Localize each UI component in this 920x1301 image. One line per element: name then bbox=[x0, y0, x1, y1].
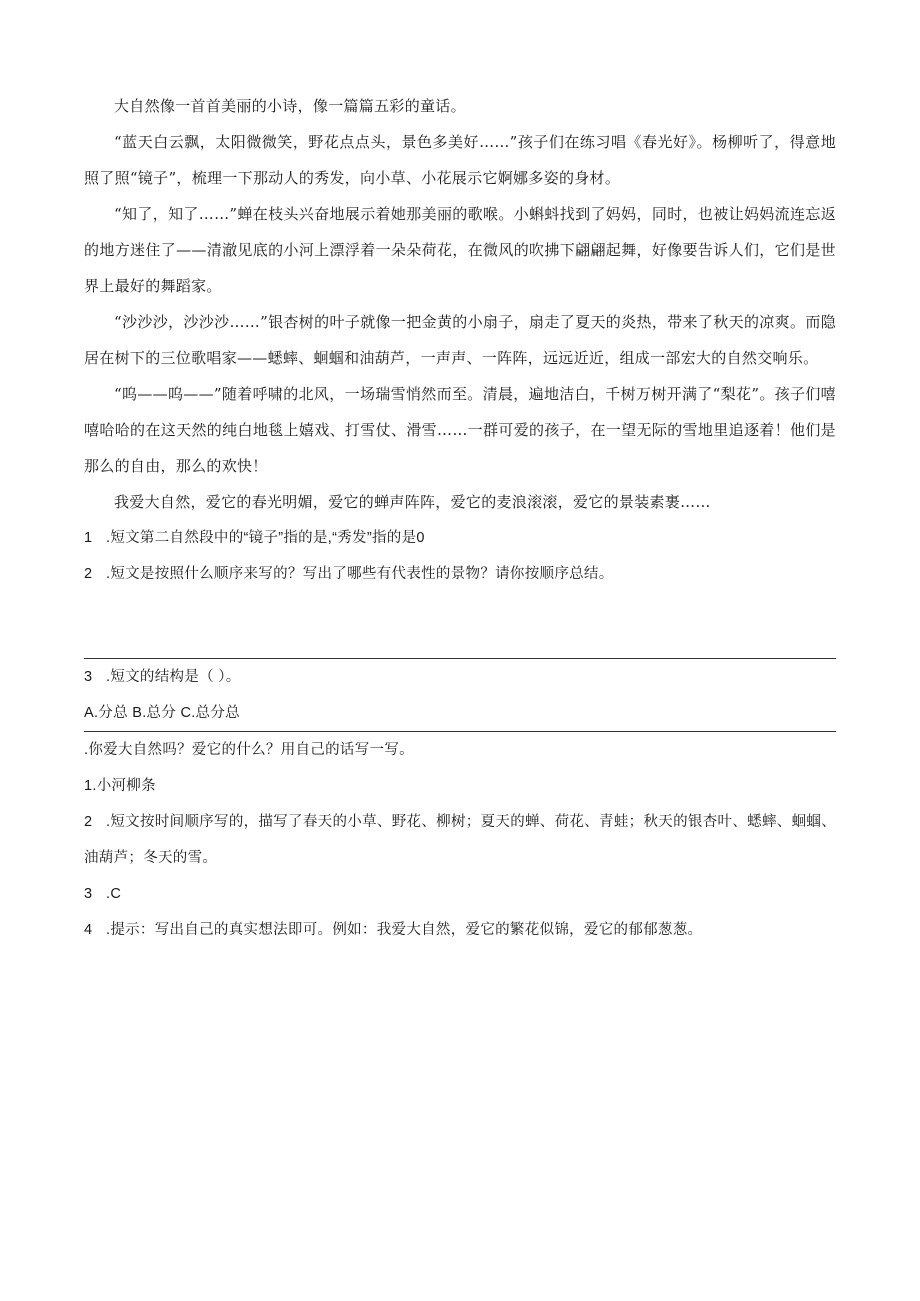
passage-paragraph-2: “蓝天白云飘，太阳微微笑，野花点点头，景色多美好……”孩子们在练习唱《春光好》。杨柳听了，得意地照了照“镜子”，梳理一下那动人的秀发，向小草、小花展示它婀娜多姿的身材。 bbox=[84, 133, 836, 187]
answer-2-number: 2 bbox=[84, 814, 93, 830]
questions-section bbox=[84, 520, 836, 768]
answer-1: 1.小河柳条 bbox=[84, 778, 156, 794]
passage-paragraph-6: 我爱大自然，爱它的春光明媚，爱它的蝉声阵阵，爱它的麦浪滚滚，爱它的景装素裹…… bbox=[114, 493, 711, 511]
passage-paragraph-1: 大自然像一首首美丽的小诗，像一篇篇五彩的童话。 bbox=[114, 97, 466, 115]
reading-passage bbox=[84, 88, 836, 520]
passage-paragraph-4: “沙沙沙，沙沙沙……”银杏树的叶子就像一把金黄的小扇子，扇走了夏天的炎热，带来了秋天的凉爽。而隐居在树下的三位歌唱家——蟋蟀、蛔蝈和油葫芦，一声声、一阵阵，远远近近，组成一部宏大的自然交响乐。 bbox=[84, 313, 836, 367]
document-page bbox=[84, 88, 836, 948]
passage-paragraph-5: “呜——呜——”随着呼啸的北风，一场瑞雪悄然而至。清晨，遍地洁白，千树万树开满了“梨花”。孩子们嘻嘻哈哈的在这天然的纯白地毯上嬉戏、打雪仗、滑雪……一群可爱的孩子，在一望无际的雪地里追逐着！他们是那么的自由，那么的欢快！ bbox=[84, 385, 836, 475]
answer-4-number: 4 bbox=[84, 922, 93, 938]
question-3-text: .短文的结构是（ ）。 bbox=[106, 669, 241, 685]
answer-space-question-2 bbox=[84, 592, 836, 652]
answer-4-text: .提示：写出自己的真实想法即可。例如：我爱大自然，爱它的繁花似锦，爱它的郁郁葱葱。 bbox=[106, 922, 703, 938]
question-2-text: .短文是按照什么顺序来写的？写出了哪些有代表性的景物？请你按顺序总结。 bbox=[106, 566, 614, 582]
question-4: .你爱大自然吗？爱它的什么？用自己的话写一写。 bbox=[84, 742, 414, 758]
answer-3-number: 3 bbox=[84, 886, 93, 902]
answer-2-text: .短文按时间顺序写的，描写了春天的小草、野花、柳树；夏天的蝉、荷花、青蛙；秋天的银杏叶、蟋蟀、蛔蝈、油葫芦；冬天的雪。 bbox=[84, 814, 836, 866]
answer-3-text: .C bbox=[106, 886, 122, 902]
question-1-text: .短文第二自然段中的“镜子”指的是,“秀发”指的是0 bbox=[106, 530, 425, 546]
answer-2 bbox=[84, 804, 836, 876]
question-3 bbox=[84, 659, 836, 695]
question-2 bbox=[84, 556, 836, 592]
answer-3 bbox=[84, 876, 836, 912]
answer-4 bbox=[84, 912, 836, 948]
passage-paragraph-3: “知了，知了……”蝉在枝头兴奋地展示着她那美丽的歌喉。小蝌蚪找到了妈妈，同时，也被让妈妈流连忘返的地方迷住了——清澈见底的小河上漂浮着一朵朵荷花，在微风的吹拂下翩翩起舞，好像要告诉人们，它们是世界上最好的舞蹈家。 bbox=[84, 205, 836, 295]
question-1-number: 1 bbox=[84, 530, 93, 546]
question-1 bbox=[84, 520, 836, 556]
question-3-number: 3 bbox=[84, 669, 93, 685]
answer-key bbox=[84, 768, 836, 948]
question-3-options: A.分总 B.总分 C.总分总 bbox=[84, 705, 240, 721]
question-2-number: 2 bbox=[84, 566, 93, 582]
